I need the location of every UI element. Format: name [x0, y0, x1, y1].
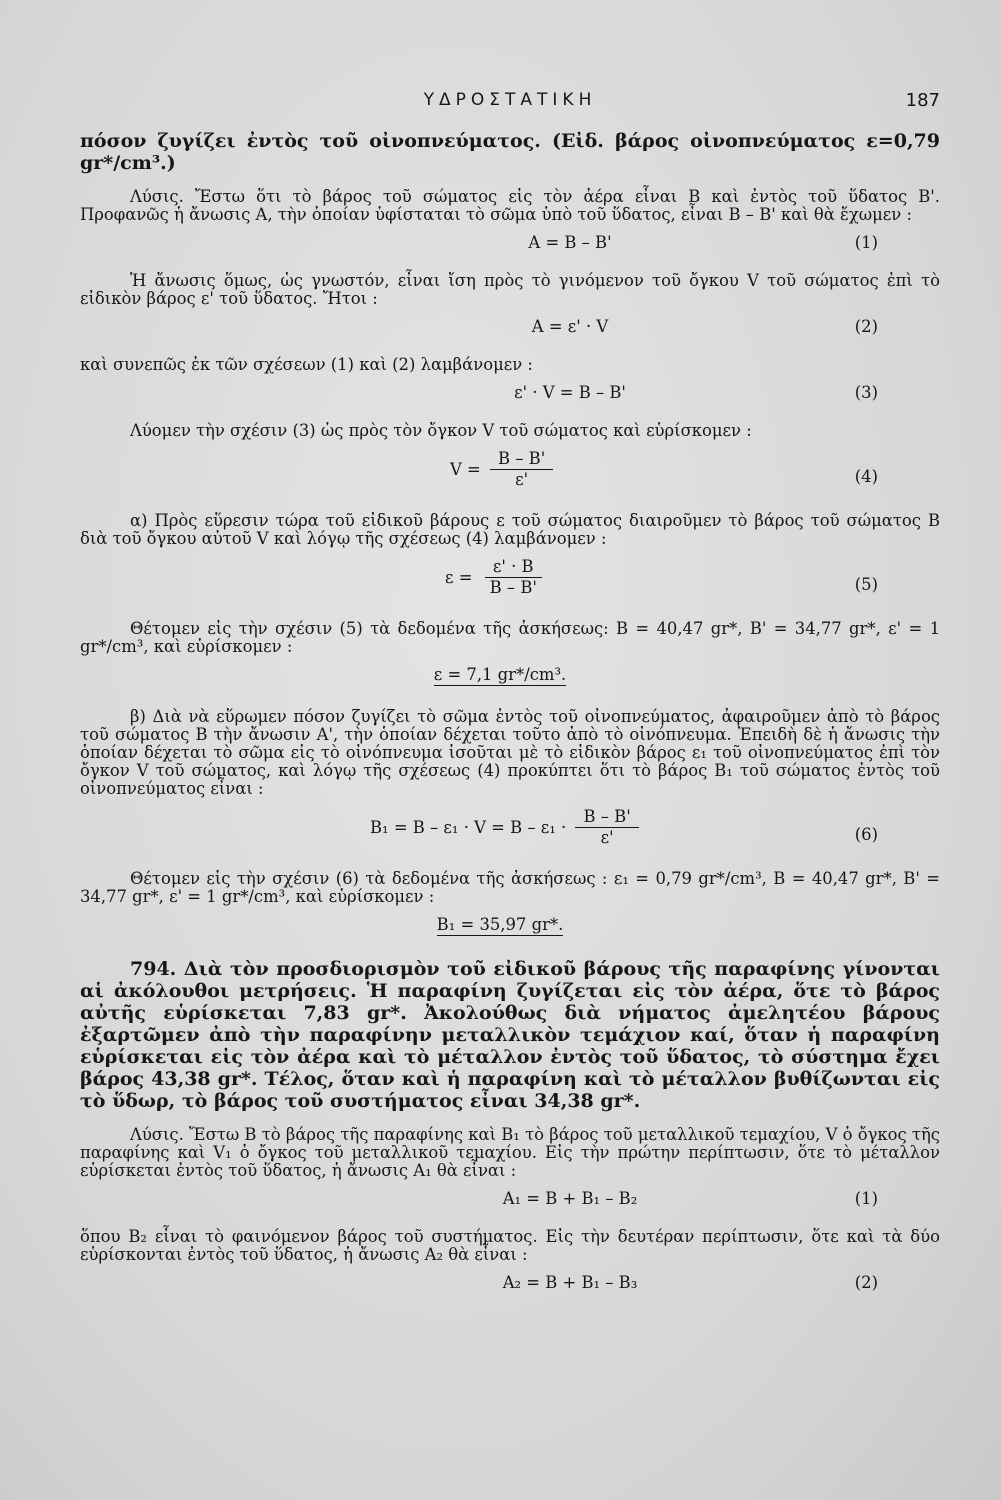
problem-continuation: πόσον ζυγίζει ἐντὸς τοῦ οἰνοπνεύματος. (Εἰδ. βάρος οἰνοπνεύματος ε=0,79 gr*/cm³.) [80, 130, 940, 174]
page-number: 187 [905, 90, 940, 111]
paragraph-combine: καὶ συνεπῶς ἐκ τῶν σχέσεων (1) καὶ (2) λαμβάνομεν : [80, 355, 533, 374]
paragraph-part-b: β) Διὰ νὰ εὕρωμεν πόσον ζυγίζει τὸ σῶμα ἐντὸς τοῦ οἰνοπνεύματος, ἀφαιροῦμεν ἀπὸ τὸ βάρος τοῦ σώματος Β τὴν ἄνωσιν Α', τὴν ὁποίαν δέχεται τοῦτο ἀπὸ τὸ οἰνόπνευμα. Ἐπειδὴ δὲ ἡ ἄνωσις τὴν ὁποίαν δέχεται τὸ σῶμα εἰς τὸ οἰνόπνευμα ἰσοῦται μὲ τὸ εἰδικὸν βάρος ε₁ τοῦ οἰνοπνεύματος ἐπὶ τὸν ὄγκον V τοῦ σώματος, καὶ λόγῳ τῆς σχέσεως (4) προκύπτει ὅτι τὸ βάρος Β₁ τοῦ σώματος ἐντὸς τοῦ οἰνοπνεύματος εἶναι : [80, 707, 940, 798]
paragraph-part-a-data: Θέτομεν εἰς τὴν σχέσιν (5) τὰ δεδομένα τῆς ἀσκήσεως: Β = 40,47 gr*, Β' = 34,77 gr*, ε' = 1 gr*/cm³, καὶ εὑρίσκομεν : [80, 619, 940, 656]
problem-794-paragraph-2: ὅπου Β₂ εἶναι τὸ φαινόμενον βάρος τοῦ συστήματος. Εἰς τὴν δευτέραν περίπτωσιν, ὅτε καὶ τὰ δύο εὑρίσκονται ἐντὸς τοῦ ὕδατος, ἡ ἄνωσις Α₂ θὰ εἶναι : [80, 1227, 940, 1264]
paragraph-part-b-data: Θέτομεν εἰς τὴν σχέσιν (6) τὰ δεδομένα τῆς ἀσκήσεως : ε₁ = 0,79 gr*/cm³, Β = 40,47 gr*, Β' = 34,77 gr*, ε' = 1 gr*/cm³, καὶ εὑρίσκομεν : [80, 869, 940, 906]
equation-6-denominator: ε' [600, 828, 614, 847]
equation-794-2-body: Α₂ = Β + Β₁ – Β₃ [502, 1273, 638, 1292]
equation-6 [80, 808, 940, 860]
result-a [80, 666, 940, 684]
equation-4 [80, 450, 940, 502]
equation-4-numerator: Β – Β' [490, 450, 553, 470]
equation-794-1 [80, 1190, 940, 1218]
equation-4-lhs: V = [450, 459, 481, 479]
equation-1-body: Α = Β – Β' [528, 233, 612, 252]
equation-3-body: ε' · V = Β – Β' [514, 383, 626, 402]
equation-1-number: (1) [854, 233, 878, 252]
equation-5 [80, 558, 940, 610]
paragraph-solve-volume: Λύομεν τὴν σχέσιν (3) ὡς πρὸς τὸν ὄγκον V τοῦ σώματος καὶ εὑρίσκομεν : [130, 421, 752, 440]
problem-794-solution-intro: Λύσις. Ἔστω Β τὸ βάρος τῆς παραφίνης καὶ Β₁ τὸ βάρος τοῦ μεταλλικοῦ τεμαχίου, V ὁ ὄγκος τῆς παραφίνης καὶ V₁ ὁ ὄγκος τοῦ μεταλλικοῦ τεμαχίου. Εἰς τὴν πρώτην περίπτωσιν, ὅτε τὸ μέταλλον εὑρίσκεται ἐντὸς τοῦ ὕδατος, ἡ ἄνωσις Α₁ θὰ εἶναι : [80, 1125, 940, 1180]
equation-3-number: (3) [854, 383, 878, 402]
equation-6-numerator: Β – Β' [575, 808, 638, 828]
equation-794-2 [80, 1274, 940, 1302]
problem-794-statement: 794. Διὰ τὸν προσδιορισμὸν τοῦ εἰδικοῦ βάρους τῆς παραφίνης γίνονται αἱ ἀκόλουθοι μετρήσεις. Ἡ παραφίνη ζυγίζεται εἰς τὸν ἀέρα, ὅτε τὸ βάρος αὐτῆς εὑρίσκεται 7,83 gr*. Ἀκολούθως διὰ νήματος ἀμελητέου βάρους ἐξαρτῶμεν ἀπὸ τὴν παραφίνην μεταλλικὸν τεμάχιον καί, ὅταν ἡ παραφίνη εὑρίσκεται εἰς τὸν ἀέρα καὶ τὸ μέταλλον ἐντὸς τοῦ ὕδατος, τὸ σύστημα ἔχει βάρος 43,38 gr*. Τέλος, ὅταν καὶ ἡ παραφίνη καὶ τὸ μέταλλον βυθίζωνται εἰς τὸ ὕδωρ, τὸ βάρος τοῦ συστήματος εἶναι 34,38 gr*. [80, 958, 940, 1112]
equation-5-denominator: Β – Β' [489, 578, 537, 597]
paragraph-buoyancy: Ἡ ἄνωσις ὅμως, ὡς γνωστόν, εἶναι ἴση πρὸς τὸ γινόμενον τοῦ ὄγκου V τοῦ σώματος ἐπὶ τὸ εἰδικὸν βάρος ε' τοῦ ὕδατος. Ἤτοι : [80, 271, 940, 308]
page-content [80, 130, 940, 1302]
equation-794-1-number: (1) [854, 1189, 878, 1208]
equation-5-numerator: ε' · Β [485, 558, 542, 578]
result-b [80, 916, 940, 934]
equation-5-lhs: ε = [445, 567, 473, 587]
equation-6-number: (6) [854, 825, 878, 844]
equation-4-denominator: ε' [515, 470, 529, 489]
running-title: ΥΔΡΟΣΤΑΤΙΚΗ [423, 90, 597, 110]
equation-6-lhs: Β₁ = Β – ε₁ · V = Β – ε₁ · [370, 817, 567, 837]
result-a-value: ε = 7,1 gr*/cm³. [433, 665, 567, 684]
equation-6-fraction [575, 808, 638, 847]
page-header [80, 90, 940, 118]
equation-4-fraction [490, 450, 553, 489]
solution-intro: Λύσις. Ἔστω ὅτι τὸ βάρος τοῦ σώματος εἰς τὸν ἀέρα εἶναι Β καὶ ἐντὸς τοῦ ὕδατος Β'. Προφανῶς ἡ ἄνωσις Α, τὴν ὁποίαν ὑφίσταται τὸ σῶμα ὑπὸ τοῦ ὕδατος, εἶναι Β – Β' καὶ θὰ ἔχωμεν : [80, 187, 940, 224]
equation-2-number: (2) [854, 317, 878, 336]
equation-794-1-body: Α₁ = Β + Β₁ – Β₂ [502, 1189, 638, 1208]
equation-5-number: (5) [854, 575, 878, 594]
equation-5-fraction [482, 558, 545, 597]
result-b-value: Β₁ = 35,97 gr*. [436, 915, 564, 934]
equation-794-2-number: (2) [854, 1273, 878, 1292]
paragraph-part-a: α) Πρὸς εὕρεσιν τώρα τοῦ εἰδικοῦ βάρους ε τοῦ σώματος διαιροῦμεν τὸ βάρος τοῦ σώματος Β διὰ τοῦ ὄγκου αὐτοῦ V καὶ λόγῳ τῆς σχέσεως (4) λαμβάνομεν : [80, 511, 940, 548]
equation-2 [80, 318, 940, 346]
equation-4-number: (4) [854, 467, 878, 486]
equation-3 [80, 384, 940, 412]
equation-2-body: Α = ε' · V [531, 317, 609, 336]
equation-1 [80, 234, 940, 262]
